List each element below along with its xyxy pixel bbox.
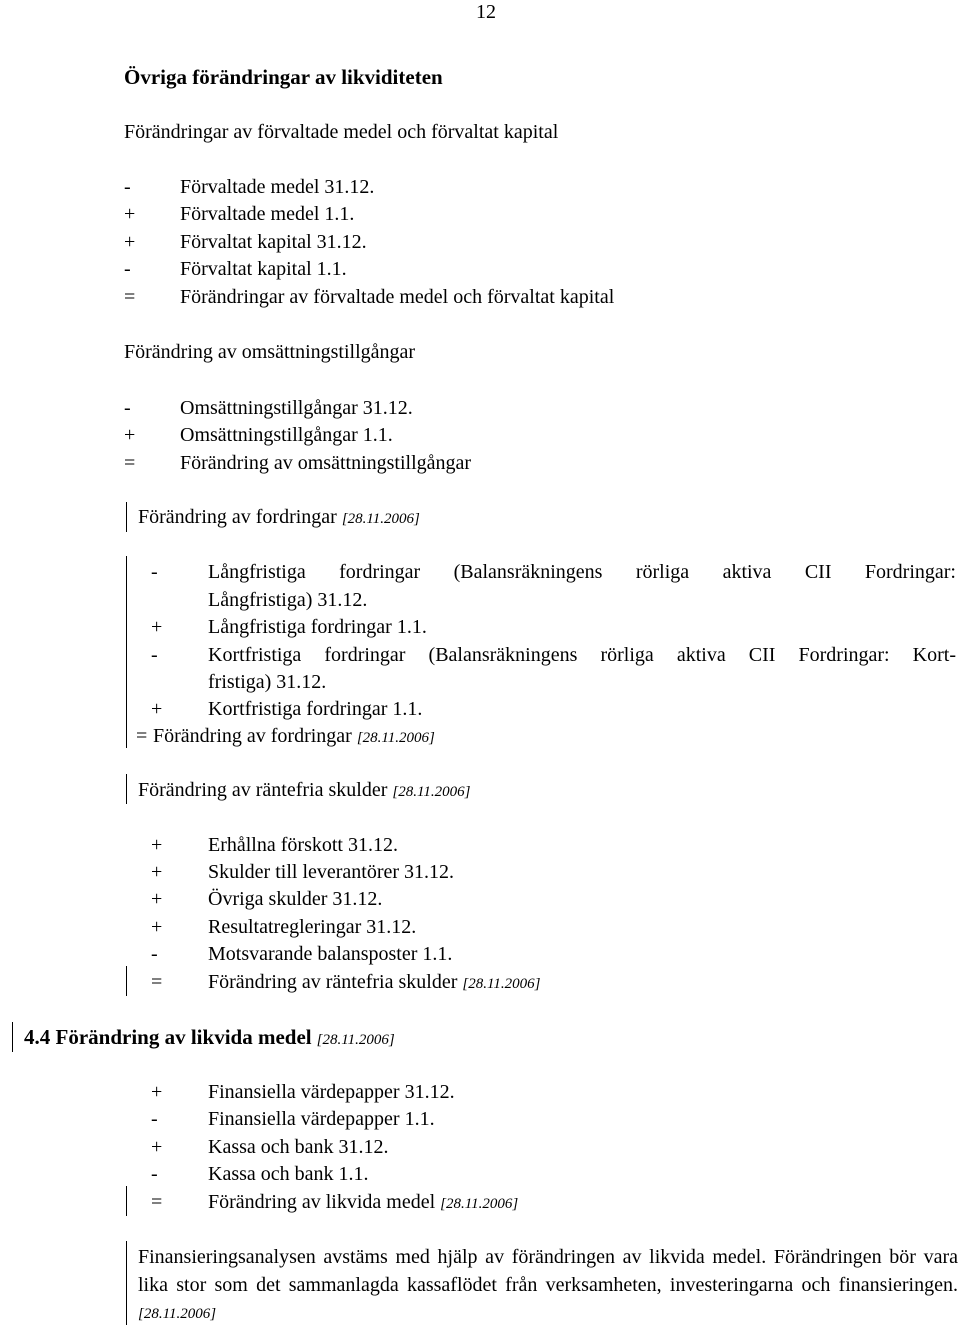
change-bar xyxy=(126,966,127,996)
list-text: Långfristiga) 31.12. xyxy=(208,589,368,611)
heading-text: 4.4 Förändring av likvida medel xyxy=(24,1025,312,1049)
list-symbol: - xyxy=(151,644,158,666)
heading-rantefria xyxy=(138,778,470,804)
list-symbol: + xyxy=(151,861,163,883)
revision-date: [28.11.2006] xyxy=(341,511,420,527)
list-symbol: + xyxy=(151,1081,163,1103)
revision-date: [28.11.2006] xyxy=(316,1032,395,1048)
list-text: Förändringar av förvaltade medel och förvaltat kapital xyxy=(180,286,615,308)
heading-text: Förändring av fordringar xyxy=(138,506,337,528)
list-symbol: - xyxy=(124,258,131,280)
revision-date: [28.11.2006] xyxy=(392,784,471,800)
list-symbol: = xyxy=(136,725,148,747)
list-symbol: = xyxy=(151,971,163,993)
list-text: Förvaltade medel 1.1. xyxy=(180,203,355,225)
list-symbol: + xyxy=(124,203,136,225)
change-bar xyxy=(12,1022,13,1052)
revision-date: [28.11.2006] xyxy=(356,730,435,746)
list-symbol: - xyxy=(151,943,158,965)
heading-omsattning: Förändring av omsättningstillgångar xyxy=(124,341,416,363)
list-symbol: = xyxy=(151,1191,163,1213)
change-bar xyxy=(126,1186,127,1216)
list-text: Finansiella värdepapper 31.12. xyxy=(208,1081,455,1103)
revision-date: [28.11.2006] xyxy=(440,1196,519,1212)
heading-forvaltade: Förändringar av förvaltade medel och förvaltat kapital xyxy=(124,121,559,143)
list-symbol: + xyxy=(151,698,163,720)
page-number: 12 xyxy=(476,1,496,23)
list-text: Omsättningstillgångar 31.12. xyxy=(180,397,413,419)
heading-likvida xyxy=(24,1025,395,1052)
list-text: Övriga skulder 31.12. xyxy=(208,888,383,910)
change-bar xyxy=(126,502,127,532)
closing-text: Finansieringsanalysen avstäms med hjälp av förändringen av likvida medel. Förändringen bör vara lika stor som det sammanlagda kassaflödet från verksamheten, investeringarna och finansieringen. xyxy=(138,1246,958,1296)
list-text: Långfristiga fordringar (Balansräkningens rörliga aktiva CII Fordringar: xyxy=(208,561,956,583)
list-symbol: + xyxy=(124,231,136,253)
list-item-total xyxy=(136,724,435,748)
heading-text: Förändring av räntefria skulder xyxy=(138,779,388,801)
revision-date: [28.11.2006] xyxy=(462,976,541,992)
list-text: Finansiella värdepapper 1.1. xyxy=(208,1108,435,1130)
list-symbol: + xyxy=(151,616,163,638)
list-text: Förändring av omsättningstillgångar xyxy=(180,452,472,474)
list-symbol: + xyxy=(151,916,163,938)
closing-paragraph xyxy=(138,1244,958,1329)
list-symbol: + xyxy=(151,888,163,910)
list-text: Kassa och bank 1.1. xyxy=(208,1163,369,1185)
list-text: Motsvarande balansposter 1.1. xyxy=(208,943,453,965)
list-text: Förvaltat kapital 31.12. xyxy=(180,231,367,253)
list-text: Resultatregleringar 31.12. xyxy=(208,916,417,938)
list-symbol: - xyxy=(151,561,158,583)
list-symbol: + xyxy=(124,424,136,446)
change-bar xyxy=(126,774,127,804)
total-text: Förändring av likvida medel [28.11.2006] xyxy=(208,1191,519,1213)
list-text: Förvaltade medel 31.12. xyxy=(180,176,375,198)
change-bar xyxy=(126,556,127,748)
total-text: Förändring av räntefria skulder [28.11.2006] xyxy=(208,971,541,993)
revision-date: [28.11.2006] xyxy=(138,1306,217,1322)
list-symbol: + xyxy=(151,834,163,856)
list-symbol: - xyxy=(151,1108,158,1130)
list-text: Kortfristiga fordringar 1.1. xyxy=(208,698,423,720)
list-symbol: - xyxy=(124,176,131,198)
list-text: Förvaltat kapital 1.1. xyxy=(180,258,347,280)
section-title: Övriga förändringar av likviditeten xyxy=(124,65,443,89)
total-text: Förändring av fordringar [28.11.2006] xyxy=(153,725,435,747)
list-text: Omsättningstillgångar 1.1. xyxy=(180,424,393,446)
change-bar xyxy=(126,1241,127,1325)
list-symbol: = xyxy=(124,452,136,474)
list-text: fristiga) 31.12. xyxy=(208,671,327,693)
heading-fordringar xyxy=(138,505,420,531)
list-text: Kortfristiga fordringar (Balansräkningens rörliga aktiva CII Fordringar: Kort- xyxy=(208,644,956,666)
list-text: Kassa och bank 31.12. xyxy=(208,1136,389,1158)
list-symbol: - xyxy=(151,1163,158,1185)
list-symbol: + xyxy=(151,1136,163,1158)
list-text: Skulder till leverantörer 31.12. xyxy=(208,861,455,883)
list-symbol: = xyxy=(124,286,136,308)
list-symbol: - xyxy=(124,397,131,419)
list-text: Erhållna förskott 31.12. xyxy=(208,834,398,856)
list-text: Långfristiga fordringar 1.1. xyxy=(208,616,427,638)
